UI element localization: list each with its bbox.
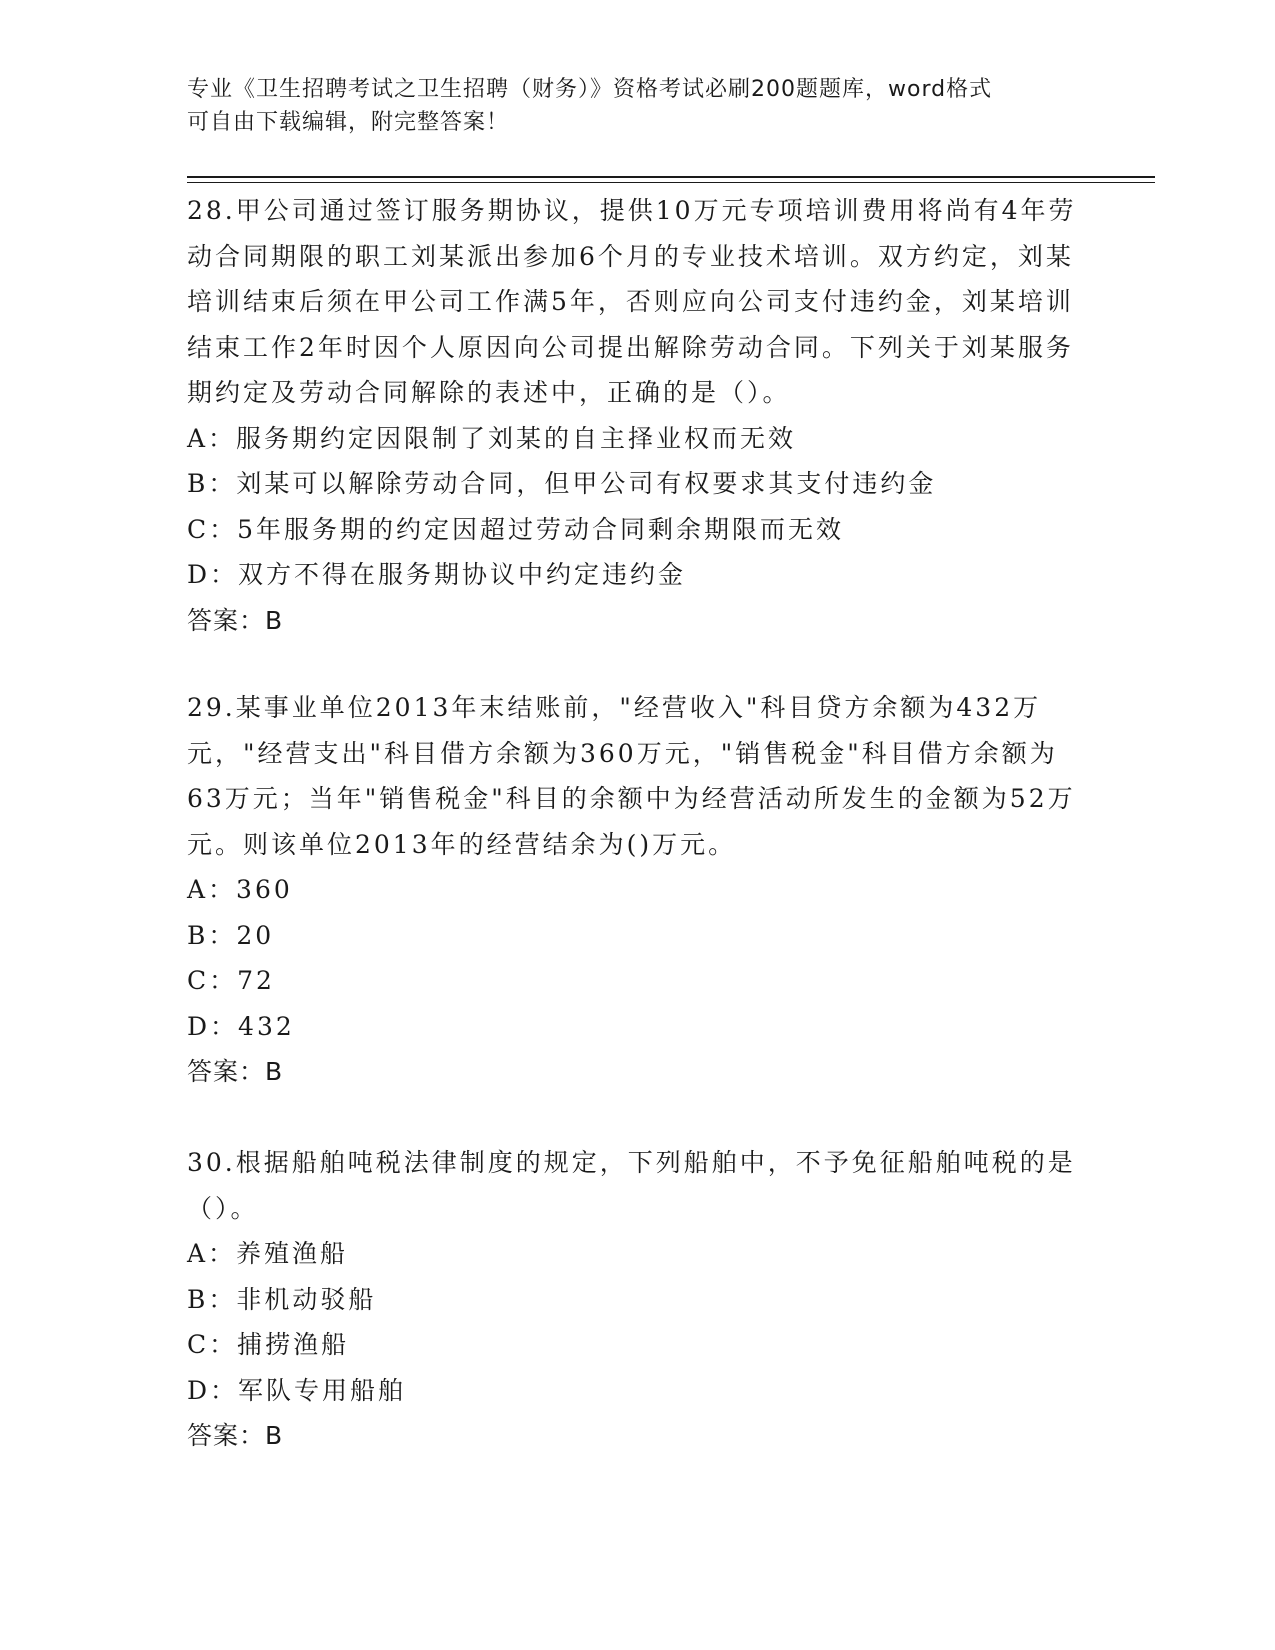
question-stem: 29.某事业单位2013年末结账前，"经营收入"科目贷方余额为432万元，"经营支出"科目借方余额为360万元，"销售税金"科目借方余额为63万元；当年"销售税金"科目的余额中为经营活动所发生的金额为52万元。则该单位2013年的经营结余为()万元。 [187,693,1076,859]
header-line-1: 专业《卫生招聘考试之卫生招聘（财务）》资格考试必刷200题题库，word格式 [187,77,993,102]
header-line-2: 可自由下载编辑，附完整答案！ [187,110,510,135]
option-b: B：20 [187,920,275,950]
answer: 答案：B [187,1057,284,1086]
option-d: D：双方不得在服务期协议中约定违约金 [187,560,687,589]
question-stem: 28.甲公司通过签订服务期协议，提供10万元专项培训费用将尚有4年劳动合同期限的职工刘某派出参加6个月的专业技术培训。双方约定，刘某培训结束后须在甲公司工作满5年，否则应向公司支付违约金，刘某培训结束工作2年时因个人原因向公司提出解除劳动合同。下列关于刘某服务期约定及劳动合同解除的表述中，正确的是（）。 [187,196,1077,407]
option-d: D：432 [187,1011,295,1041]
option-b: B：刘某可以解除劳动合同，但甲公司有权要求其支付违约金 [187,469,937,498]
answer: 答案：B [187,605,284,635]
answer: 答案：B [187,1421,284,1450]
header-divider-thick [187,176,1155,178]
header-divider-thin [187,182,1155,183]
question-stem: 30.根据船舶吨税法律制度的规定，下列船舶中，不予免征船舶吨税的是（）。 [187,1148,1076,1223]
option-a: A：360 [187,875,293,904]
option-c: C：72 [187,966,275,995]
question-29 [187,685,1087,1095]
option-b: B：非机动驳船 [187,1284,377,1314]
option-a: A：养殖渔船 [187,1239,349,1268]
question-30 [187,1140,1087,1459]
option-a: A：服务期约定因限制了刘某的自主择业权而无效 [187,423,797,453]
document-header [187,73,1067,139]
question-28 [187,188,1087,643]
option-c: C：5年服务期的约定因超过劳动合同剩余期限而无效 [187,514,845,544]
option-d: D：军队专用船舶 [187,1375,407,1405]
option-c: C：捕捞渔船 [187,1330,350,1359]
